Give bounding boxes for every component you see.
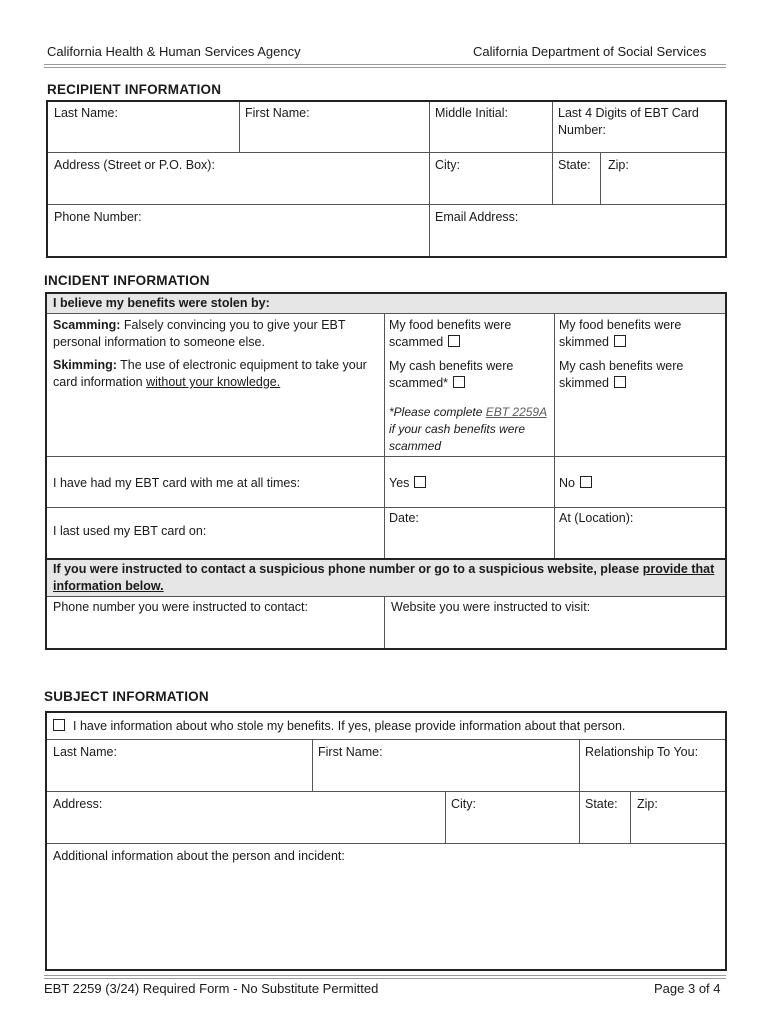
subject-relationship-label: Relationship To You: xyxy=(585,745,699,759)
have-info-option[interactable] xyxy=(53,718,721,735)
recipient-state-label: State: xyxy=(558,158,591,172)
recipient-middle-initial-label: Middle Initial: xyxy=(435,106,508,120)
scamming-label: Scamming: xyxy=(53,318,121,332)
additional-info-label: Additional information about the person and incident: xyxy=(53,849,345,863)
recipient-ebt-last4-label: Last 4 Digits of EBT Card Number: xyxy=(558,106,699,137)
subject-state-label: State: xyxy=(585,797,618,811)
no-label: No xyxy=(559,476,575,490)
recipient-city-label: City: xyxy=(435,158,460,172)
food-scammed-option[interactable] xyxy=(389,317,549,351)
yes-checkbox[interactable] xyxy=(414,476,426,488)
skimming-underlined-text: without your knowledge. xyxy=(146,375,281,389)
note-suffix: if your cash benefits were scammed xyxy=(389,422,526,453)
recipient-email-label: Email Address: xyxy=(435,210,519,224)
food-scammed-checkbox[interactable] xyxy=(448,335,460,347)
subject-city-label: City: xyxy=(451,797,476,811)
header-rule xyxy=(44,64,726,65)
note-prefix: *Please complete xyxy=(389,405,483,419)
header-rule-2 xyxy=(44,67,726,68)
recipient-address-label: Address (Street or P.O. Box): xyxy=(54,158,215,172)
recipient-table xyxy=(46,100,727,258)
suspicious-contact-instructions xyxy=(53,561,721,595)
subject-zip-label: Zip: xyxy=(637,797,658,811)
subject-address-label: Address: xyxy=(53,797,103,811)
yes-label: Yes xyxy=(389,476,410,490)
footer-rule xyxy=(44,975,726,976)
cash-skimmed-checkbox[interactable] xyxy=(614,376,626,388)
no-checkbox[interactable] xyxy=(580,476,592,488)
department-name: California Department of Social Services xyxy=(473,44,707,59)
scamming-text: Falsely convincing you to give your EBT personal information to someone else. xyxy=(53,318,346,349)
yes-option[interactable] xyxy=(389,475,426,492)
suspicious-underlined-text: provide that information below. xyxy=(53,562,715,593)
website-instructed-label: Website you were instructed to visit: xyxy=(391,600,591,614)
scamming-definition xyxy=(53,317,381,351)
last-used-date-label: Date: xyxy=(389,511,419,525)
food-scammed-label: My food benefits were scammed xyxy=(389,318,512,349)
have-info-checkbox[interactable] xyxy=(53,719,65,731)
subject-section-title: SUBJECT INFORMATION xyxy=(44,689,209,704)
last-used-label: I last used my EBT card on: xyxy=(53,524,207,538)
skimming-label: Skimming: xyxy=(53,358,117,372)
ebt-2259a-link[interactable]: EBT 2259A xyxy=(485,405,547,419)
ebt-2259a-note xyxy=(389,404,549,455)
recipient-section-title: RECIPIENT INFORMATION xyxy=(47,82,222,97)
form-id: EBT 2259 (3/24) Required Form - No Substitute Permitted xyxy=(44,981,379,996)
skimming-definition xyxy=(53,357,381,391)
page-number: Page 3 of 4 xyxy=(654,981,721,996)
food-skimmed-checkbox[interactable] xyxy=(614,335,626,347)
no-option[interactable] xyxy=(559,475,592,492)
subject-first-name-label: First Name: xyxy=(318,745,383,759)
cash-skimmed-label: My cash benefits were skimmed xyxy=(559,359,684,390)
subject-table xyxy=(45,711,727,971)
suspicious-text: If you were instructed to contact a suspicious phone number or go to a suspicious website, please xyxy=(53,562,640,576)
card-with-me-label: I have had my EBT card with me at all times: xyxy=(53,476,301,490)
cash-scammed-checkbox[interactable] xyxy=(453,376,465,388)
skimming-text: The use of electronic equipment to take your card information xyxy=(53,358,367,389)
cash-scammed-label: My cash benefits were scammed* xyxy=(389,359,514,390)
last-used-location-label: At (Location): xyxy=(559,511,634,525)
recipient-phone-label: Phone Number: xyxy=(54,210,142,224)
incident-table xyxy=(45,292,727,650)
recipient-first-name-label: First Name: xyxy=(245,106,310,120)
agency-name: California Health & Human Services Agency xyxy=(47,44,301,59)
stolen-by-heading: I believe my benefits were stolen by: xyxy=(53,296,270,310)
recipient-last-name-label: Last Name: xyxy=(54,106,118,120)
food-skimmed-option[interactable] xyxy=(559,317,719,351)
cash-skimmed-option[interactable] xyxy=(559,358,719,392)
subject-last-name-label: Last Name: xyxy=(53,745,117,759)
footer-rule-2 xyxy=(44,978,726,979)
phone-instructed-label: Phone number you were instructed to contact: xyxy=(53,600,309,614)
cash-scammed-option[interactable] xyxy=(389,358,549,392)
have-info-label: I have information about who stole my benefits. If yes, please provide information about that person. xyxy=(73,719,626,733)
food-skimmed-label: My food benefits were skimmed xyxy=(559,318,682,349)
recipient-zip-label: Zip: xyxy=(608,158,629,172)
incident-section-title: INCIDENT INFORMATION xyxy=(44,273,210,288)
